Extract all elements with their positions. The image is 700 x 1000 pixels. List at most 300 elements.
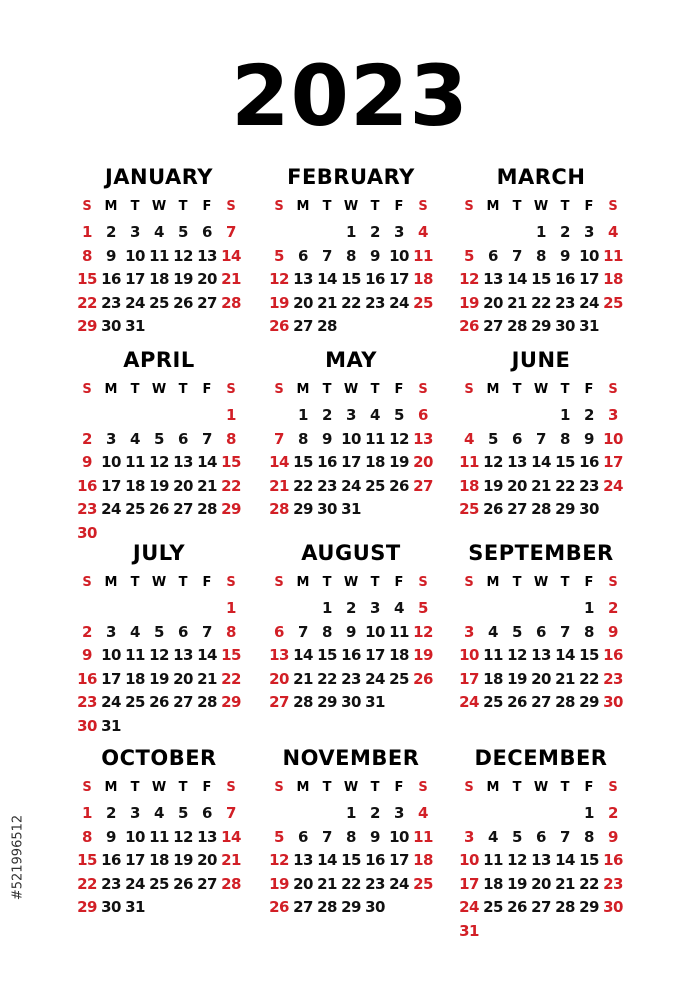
weekday-label: F: [394, 199, 404, 214]
day-cell: 18: [149, 851, 169, 869]
weekday-label: S: [82, 382, 92, 397]
week-row: [267, 475, 435, 499]
day-cell: 9: [584, 429, 594, 448]
day-cell: 8: [584, 827, 594, 846]
day-cell: 22: [531, 293, 551, 312]
weekday-label: S: [464, 382, 474, 397]
weekday-header: [75, 778, 243, 798]
day-cell: 19: [507, 669, 527, 688]
day-cell: 2: [322, 406, 332, 424]
week-row: [75, 221, 243, 245]
day-cell: 28: [507, 317, 527, 335]
weekday-label: S: [608, 199, 618, 214]
weekday-label: T: [512, 575, 522, 590]
week-row: [75, 268, 243, 292]
day-cell: 3: [608, 406, 618, 424]
day-cell: 22: [341, 874, 361, 893]
week-row: [267, 404, 435, 428]
empty-cell: [505, 221, 529, 245]
day-cell: 26: [269, 898, 289, 916]
day-cell: 5: [418, 599, 428, 617]
weekday-header: [457, 778, 625, 798]
day-cell: 26: [507, 693, 527, 711]
day-cell: 17: [101, 476, 121, 495]
empty-cell: [481, 597, 505, 621]
day-cell: 17: [365, 646, 385, 664]
day-cell: 14: [531, 453, 551, 471]
day-cell: 11: [413, 246, 433, 265]
day-cell: 28: [317, 317, 337, 335]
day-cell: 19: [269, 874, 289, 893]
weekday-label: F: [584, 382, 594, 397]
day-cell: 11: [125, 646, 145, 664]
weekday-label: M: [104, 780, 118, 795]
day-cell: 20: [531, 874, 551, 893]
day-cell: 4: [488, 622, 498, 641]
day-cell: 17: [125, 270, 145, 288]
month-name: SEPTEMBER: [468, 541, 614, 565]
empty-cell: [267, 802, 291, 826]
day-cell: 20: [413, 453, 433, 471]
day-cell: 1: [82, 804, 92, 822]
day-cell: 25: [125, 500, 145, 518]
day-cell: 26: [459, 317, 479, 335]
weekday-label: F: [394, 780, 404, 795]
day-cell: 13: [413, 429, 433, 448]
empty-cell: [505, 597, 529, 621]
day-cell: 2: [370, 223, 380, 241]
empty-cell: [529, 802, 553, 826]
month-name: FEBRUARY: [287, 165, 415, 189]
day-cell: 3: [106, 622, 116, 641]
day-cell: 4: [488, 827, 498, 846]
week-row: [267, 691, 435, 715]
weekday-label: T: [322, 382, 332, 397]
year-title: 2023: [231, 47, 469, 145]
weekday-label: S: [82, 575, 92, 590]
day-cell: 14: [221, 246, 241, 265]
day-cell: 31: [579, 317, 599, 335]
weekday-label: M: [486, 780, 500, 795]
day-cell: 24: [101, 693, 121, 711]
day-cell: 14: [221, 827, 241, 846]
day-cell: 25: [149, 293, 169, 312]
weekday-label: F: [584, 199, 594, 214]
day-cell: 9: [608, 622, 618, 641]
weekday-label: S: [418, 199, 428, 214]
empty-cell: [529, 404, 553, 428]
week-row: [267, 451, 435, 475]
weekday-label: T: [130, 780, 140, 795]
day-cell: 12: [149, 453, 169, 471]
day-cell: 11: [149, 827, 169, 846]
day-cell: 13: [531, 851, 551, 869]
weekday-label: T: [130, 575, 140, 590]
weekday-label: F: [202, 780, 212, 795]
day-cell: 9: [560, 246, 570, 265]
day-cell: 28: [197, 693, 217, 711]
day-cell: 12: [269, 851, 289, 869]
weekday-header: [457, 197, 625, 217]
empty-cell: [267, 221, 291, 245]
day-cell: 2: [584, 406, 594, 424]
empty-cell: [147, 315, 171, 339]
week-row: [267, 802, 435, 826]
weekday-label: S: [418, 780, 428, 795]
day-cell: 3: [130, 804, 140, 822]
weekday-header: [75, 197, 243, 217]
day-cell: 10: [603, 429, 623, 448]
day-cell: 30: [101, 317, 121, 335]
weekday-header: [267, 380, 435, 400]
day-cell: 10: [459, 851, 479, 869]
week-row: [457, 221, 625, 245]
day-cell: 18: [603, 270, 623, 288]
empty-cell: [219, 715, 243, 739]
day-cell: 5: [154, 429, 164, 448]
day-cell: 11: [459, 453, 479, 471]
weekday-label: M: [104, 199, 118, 214]
day-cell: 19: [173, 270, 193, 288]
week-row: [457, 315, 625, 339]
week-row: [457, 802, 625, 826]
week-row: [457, 245, 625, 269]
weekday-label: T: [560, 199, 570, 214]
day-cell: 8: [322, 622, 332, 641]
weekday-label: S: [418, 382, 428, 397]
stock-id-text: #521996512: [10, 814, 26, 901]
day-cell: 31: [101, 716, 121, 735]
week-row: [267, 245, 435, 269]
day-cell: 21: [317, 874, 337, 893]
weekday-label: S: [418, 575, 428, 590]
week-row: [267, 668, 435, 692]
day-cell: 28: [221, 293, 241, 312]
day-cell: 25: [483, 693, 503, 711]
day-cell: 7: [560, 622, 570, 641]
week-row: [75, 498, 243, 522]
empty-cell: [481, 221, 505, 245]
empty-cell: [195, 896, 219, 920]
day-cell: 12: [459, 270, 479, 288]
day-cell: 12: [149, 646, 169, 664]
day-cell: 16: [77, 669, 97, 688]
day-cell: 2: [82, 429, 92, 448]
week-row: [267, 826, 435, 850]
day-cell: 2: [82, 622, 92, 641]
day-cell: 5: [274, 246, 284, 265]
day-cell: 13: [507, 453, 527, 471]
month-name: JANUARY: [104, 165, 214, 189]
day-cell: 6: [298, 246, 308, 265]
day-cell: 13: [531, 646, 551, 664]
day-cell: 18: [483, 669, 503, 688]
day-cell: 18: [459, 476, 479, 495]
day-cell: 11: [413, 827, 433, 846]
day-cell: 9: [370, 246, 380, 265]
weekday-label: S: [82, 780, 92, 795]
day-cell: 7: [298, 622, 308, 641]
day-cell: 15: [579, 646, 599, 664]
day-cell: 15: [221, 646, 241, 664]
week-row: [267, 221, 435, 245]
day-cell: 1: [322, 599, 332, 617]
day-cell: 20: [507, 476, 527, 495]
day-cell: 29: [221, 500, 241, 518]
day-cell: 22: [317, 669, 337, 688]
day-cell: 16: [317, 453, 337, 471]
day-cell: 7: [274, 429, 284, 448]
day-cell: 8: [346, 246, 356, 265]
day-cell: 19: [483, 476, 503, 495]
day-cell: 15: [341, 270, 361, 288]
day-cell: 30: [77, 523, 97, 542]
week-row: [75, 668, 243, 692]
day-cell: 19: [459, 293, 479, 312]
day-cell: 4: [608, 223, 618, 241]
month-july: [75, 541, 243, 738]
empty-cell: [195, 404, 219, 428]
weekday-label: S: [226, 382, 236, 397]
empty-cell: [481, 920, 505, 944]
day-cell: 6: [274, 622, 284, 641]
empty-cell: [363, 315, 387, 339]
day-cell: 19: [269, 293, 289, 312]
day-cell: 6: [536, 622, 546, 641]
day-cell: 14: [555, 851, 575, 869]
week-row: [267, 644, 435, 668]
day-cell: 31: [459, 921, 479, 940]
day-cell: 24: [389, 293, 409, 312]
day-cell: 26: [483, 500, 503, 518]
weekday-label: F: [202, 382, 212, 397]
day-cell: 2: [608, 599, 618, 617]
weekday-header: [75, 380, 243, 400]
weekday-label: S: [226, 199, 236, 214]
empty-cell: [481, 802, 505, 826]
day-cell: 28: [197, 500, 217, 518]
week-row: [75, 428, 243, 452]
week-row: [267, 621, 435, 645]
weekday-label: W: [533, 382, 549, 397]
day-cell: 16: [555, 270, 575, 288]
day-cell: 25: [459, 500, 479, 518]
day-cell: 12: [507, 646, 527, 664]
weekday-label: M: [486, 575, 500, 590]
day-cell: 25: [149, 874, 169, 893]
day-cell: 9: [346, 622, 356, 641]
empty-cell: [363, 498, 387, 522]
weekday-label: T: [370, 199, 380, 214]
week-row: [267, 597, 435, 621]
day-cell: 1: [226, 599, 236, 617]
day-cell: 21: [197, 476, 217, 495]
day-cell: 27: [197, 874, 217, 893]
month-name: OCTOBER: [101, 746, 217, 770]
weekday-label: F: [394, 575, 404, 590]
day-cell: 16: [365, 851, 385, 869]
day-cell: 8: [226, 429, 236, 448]
day-cell: 29: [531, 317, 551, 335]
day-cell: 1: [584, 804, 594, 822]
day-cell: 19: [389, 453, 409, 471]
day-cell: 9: [106, 827, 116, 846]
empty-cell: [267, 404, 291, 428]
empty-cell: [411, 315, 435, 339]
day-cell: 14: [293, 646, 313, 664]
week-row: [75, 715, 243, 739]
empty-cell: [457, 597, 481, 621]
empty-cell: [457, 802, 481, 826]
day-cell: 22: [221, 669, 241, 688]
month-name: MARCH: [496, 165, 586, 189]
day-cell: 8: [560, 429, 570, 448]
day-cell: 28: [531, 500, 551, 518]
day-cell: 29: [579, 693, 599, 711]
day-cell: 26: [173, 874, 193, 893]
day-cell: 11: [483, 851, 503, 869]
weekday-label: S: [226, 575, 236, 590]
day-cell: 10: [101, 646, 121, 664]
weekday-label: W: [343, 780, 359, 795]
week-row: [457, 873, 625, 897]
day-cell: 18: [483, 874, 503, 893]
day-cell: 23: [365, 874, 385, 893]
weekday-label: T: [560, 575, 570, 590]
day-cell: 31: [365, 693, 385, 711]
day-cell: 3: [346, 406, 356, 424]
day-cell: 1: [584, 599, 594, 617]
day-cell: 4: [464, 429, 474, 448]
day-cell: 7: [226, 804, 236, 822]
month-name: NOVEMBER: [282, 746, 420, 770]
day-cell: 20: [173, 669, 193, 688]
month-may: [267, 348, 435, 522]
day-cell: 26: [389, 476, 409, 495]
day-cell: 2: [106, 223, 116, 241]
week-row: [457, 451, 625, 475]
day-cell: 3: [584, 223, 594, 241]
day-cell: 18: [125, 669, 145, 688]
day-cell: 27: [173, 693, 193, 711]
empty-cell: [171, 896, 195, 920]
weekday-label: W: [533, 575, 549, 590]
day-cell: 21: [555, 874, 575, 893]
empty-cell: [267, 597, 291, 621]
day-cell: 17: [603, 453, 623, 471]
weekday-label: M: [296, 382, 310, 397]
day-cell: 8: [82, 827, 92, 846]
day-cell: 11: [125, 453, 145, 471]
day-cell: 6: [202, 804, 212, 822]
day-cell: 13: [483, 270, 503, 288]
week-row: [457, 826, 625, 850]
day-cell: 9: [608, 827, 618, 846]
day-cell: 27: [531, 898, 551, 916]
day-cell: 29: [317, 693, 337, 711]
day-cell: 11: [365, 429, 385, 448]
empty-cell: [505, 920, 529, 944]
weekday-label: F: [584, 575, 594, 590]
day-cell: 24: [459, 898, 479, 916]
day-cell: 10: [579, 246, 599, 265]
day-cell: 5: [154, 622, 164, 641]
day-cell: 12: [483, 453, 503, 471]
empty-cell: [339, 315, 363, 339]
day-cell: 10: [365, 622, 385, 641]
day-cell: 29: [555, 500, 575, 518]
weekday-label: W: [343, 575, 359, 590]
empty-cell: [553, 802, 577, 826]
day-cell: 12: [173, 827, 193, 846]
day-cell: 3: [394, 804, 404, 822]
empty-cell: [315, 802, 339, 826]
empty-cell: [171, 315, 195, 339]
day-cell: 23: [603, 669, 623, 688]
week-row: [457, 428, 625, 452]
day-cell: 10: [459, 646, 479, 664]
empty-cell: [171, 715, 195, 739]
empty-cell: [529, 920, 553, 944]
empty-cell: [601, 315, 625, 339]
day-cell: 30: [365, 898, 385, 916]
day-cell: 13: [293, 851, 313, 869]
day-cell: 22: [579, 669, 599, 688]
day-cell: 7: [560, 827, 570, 846]
day-cell: 15: [555, 453, 575, 471]
day-cell: 14: [317, 270, 337, 288]
day-cell: 20: [293, 874, 313, 893]
day-cell: 21: [317, 293, 337, 312]
weekday-label: M: [296, 199, 310, 214]
day-cell: 6: [536, 827, 546, 846]
day-cell: 24: [365, 669, 385, 688]
day-cell: 7: [226, 223, 236, 241]
week-row: [457, 849, 625, 873]
day-cell: 5: [464, 246, 474, 265]
day-cell: 6: [488, 246, 498, 265]
day-cell: 20: [173, 476, 193, 495]
day-cell: 23: [365, 293, 385, 312]
month-name: DECEMBER: [474, 746, 608, 770]
day-cell: 25: [365, 476, 385, 495]
day-cell: 28: [221, 874, 241, 893]
day-cell: 3: [106, 429, 116, 448]
week-row: [267, 292, 435, 316]
day-cell: 17: [579, 270, 599, 288]
day-cell: 22: [77, 293, 97, 312]
day-cell: 12: [173, 246, 193, 265]
week-row: [267, 896, 435, 920]
empty-cell: [411, 498, 435, 522]
day-cell: 16: [101, 851, 121, 869]
empty-cell: [147, 715, 171, 739]
empty-cell: [99, 404, 123, 428]
weekday-label: W: [151, 575, 167, 590]
weekday-label: W: [533, 199, 549, 214]
month-june: [457, 348, 625, 522]
day-cell: 20: [197, 270, 217, 288]
day-cell: 27: [531, 693, 551, 711]
empty-cell: [219, 315, 243, 339]
week-row: [267, 428, 435, 452]
empty-cell: [601, 920, 625, 944]
day-cell: 30: [77, 716, 97, 735]
day-cell: 9: [322, 429, 332, 448]
day-cell: 7: [322, 827, 332, 846]
weekday-label: F: [202, 575, 212, 590]
empty-cell: [99, 597, 123, 621]
